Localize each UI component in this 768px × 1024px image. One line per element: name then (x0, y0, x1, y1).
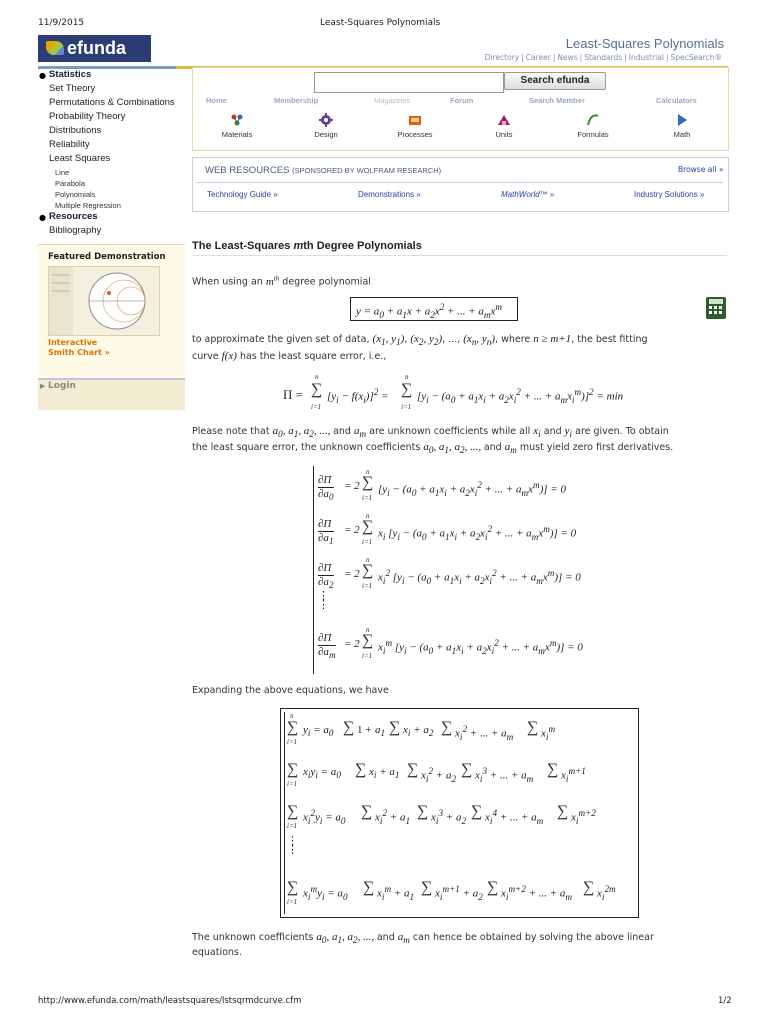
sidebar-sub-parabola[interactable]: Parabola (55, 179, 86, 188)
smith-chart-thumbnail[interactable] (48, 266, 160, 336)
nav-row (192, 96, 727, 109)
category-label: Materials (221, 130, 253, 139)
nav-magazines[interactable]: Magazines (374, 96, 411, 105)
category-label: Processes (397, 130, 433, 139)
sidebar-item-distributions[interactable]: Distributions (49, 125, 102, 136)
top-links: Directory | Career | News | Standards | Industrial | SpecSearch® (484, 53, 722, 62)
sidebar-item-bibliography[interactable]: Bibliography (49, 225, 102, 236)
paragraph-3: curve f(x) has the least square error, i.e., (192, 350, 387, 362)
paragraph-2: to approximate the given set of data, ($x_1$, $y_1$), ($x_2$, $y_2$), ..., ($x_n$, $y_n$), where n ≥ m+1, the best fitting (192, 333, 648, 348)
top-link-directory[interactable]: Directory (484, 53, 520, 62)
sidebar-sub-polynomials[interactable]: Polynomials (55, 190, 96, 199)
efunda-logo[interactable] (38, 35, 151, 62)
units-icon (497, 113, 511, 127)
web-link-demonstrations[interactable]: Demonstrations » (358, 190, 421, 199)
text: , where (495, 334, 531, 345)
category-processes[interactable] (385, 113, 445, 139)
text: are unknown coefficients while all (369, 426, 531, 437)
text: , the best fitting (571, 334, 648, 345)
normal-equations-box: ∑ n i=1 $y_i = a_0$ ∑ 1 + $a_1$ ∑ $x_i + a_2$ ∑ $x_i^2$ + ... + $a_m$ ∑ $x_i^m$ ∑ i=1 $x_iy_i = a_0$ ∑ $x_i + a_1$ ∑ $x_i^2 + a_2$ ∑ $x_i^3$ + ... + $a_m$ ∑ $x_i^{m+1}$ ∑ i=1 $x_i^2y_i = a_0$ ∑ $x_i^2 + a_1$ ∑ $x_i^3 + a_2$ ∑ $x_i^4$ + ... + $a_m$ ∑ $x_i^{m+2}$ ⋮ ⋮ ∑ i=1 $x_i^my_i = a_0$ ∑ $x_i^m + a_1$ ∑ $x_i^{m+1} + a_2$ ∑ $x_i^{m+2}$ + ... + $a_m$ ∑ $x_i^{2m}$ (280, 708, 639, 918)
browse-all-link[interactable]: Browse all » (678, 165, 724, 174)
sidebar-item-set-theory[interactable]: Set Theory (49, 83, 96, 94)
web-link-mathworld[interactable]: MathWorld™ » (501, 190, 555, 199)
text: and (543, 426, 562, 437)
category-label: Math (673, 130, 691, 139)
heading-part: The Least-Squares (192, 240, 294, 252)
bullet-icon: ● (39, 213, 46, 222)
category-materials[interactable] (207, 113, 267, 139)
category-units[interactable] (474, 113, 534, 139)
nav-home[interactable]: Home (206, 96, 227, 105)
text: has the least square error, i.e., (239, 351, 387, 362)
web-resources-heading: WEB RESOURCES (205, 165, 290, 176)
text: must yield zero first derivatives. (519, 442, 674, 453)
top-link-industrial[interactable]: Industrial (628, 53, 664, 62)
paragraph-8: equations. (192, 947, 242, 958)
calculator-icon[interactable] (706, 297, 726, 319)
play-icon (675, 113, 689, 127)
featured-link-interactive[interactable]: Interactive (48, 338, 98, 347)
category-label: Formulas (577, 130, 609, 139)
efunda-logo-icon (46, 41, 64, 55)
category-math[interactable] (652, 113, 712, 139)
text: When using an (192, 276, 263, 288)
nav-forum[interactable]: Forum (450, 96, 474, 105)
paragraph-5: the least square error, the unknown coefficients $a_0$, $a_1$, $a_2$, ..., and $a_m$ must yield zero first derivatives. (192, 441, 674, 456)
heading-m: m (293, 240, 304, 252)
top-link-specsearch[interactable]: SpecSearch® (670, 53, 722, 62)
category-label: Units (495, 130, 513, 139)
login-link[interactable]: Login (48, 381, 76, 391)
text: to approximate the given set of data, (192, 334, 370, 345)
sidebar-sub-multiple-regression[interactable]: Multiple Regression (55, 201, 121, 210)
search-button[interactable]: Search efunda (504, 72, 606, 90)
text: curve (192, 351, 219, 362)
web-resources-title (205, 165, 441, 176)
text: Please note that (192, 426, 270, 437)
category-label: Design (314, 130, 338, 139)
divider (196, 182, 723, 183)
login-arrow-icon: ▶ (40, 382, 46, 390)
featured-title: Featured Demonstration (48, 252, 166, 262)
print-date: 11/9/2015 (38, 18, 85, 28)
heading-part: th Degree Polynomials (303, 240, 422, 252)
page-title: Least-Squares Polynomials (565, 36, 724, 51)
formula-icon (586, 113, 600, 127)
featured-link-smith-chart[interactable]: Smith Chart » (48, 348, 110, 357)
brace (284, 712, 285, 914)
logo-text: efunda (67, 38, 127, 58)
footer-page-number: 1/2 (718, 996, 732, 1006)
footer-url: http://www.efunda.com/math/leastsquares/lstsqrmdcurve.cfm (38, 996, 302, 1006)
web-resources-sponsor: (SPONSORED BY WOLFRAM RESEARCH) (292, 166, 442, 175)
bullet-icon: ● (39, 71, 46, 80)
sidebar-item-reliability[interactable]: Reliability (49, 139, 90, 150)
paragraph-6: Expanding the above equations, we have (192, 685, 389, 696)
category-design[interactable] (296, 113, 356, 139)
nav-membership[interactable]: Membership (274, 96, 319, 105)
text: The unknown coefficients (192, 932, 314, 943)
sidebar-item-permutations[interactable]: Permutations & Combinations (49, 97, 175, 108)
polynomial-equation-box: $y = a_0 + a_1x + a_2x^2$ + ... + $a_mx^m$ (350, 297, 518, 321)
web-link-technology-guide[interactable]: Technology Guide » (207, 190, 278, 199)
paragraph-4: Please note that $a_0$, $a_1$, $a_2$, ..., and $a_m$ are unknown coefficients while all $x_i$ and $y_i$ are given. To obtain (192, 425, 669, 440)
nav-calculators[interactable]: Calculators (656, 96, 697, 105)
sidebar-item-least-squares[interactable]: Least Squares (49, 153, 111, 164)
molecule-icon (230, 113, 244, 127)
sidebar-item-probability[interactable]: Probability Theory (49, 111, 126, 122)
print-title: Least-Squares Polynomials (320, 18, 441, 28)
content-heading (192, 240, 422, 252)
divider (192, 255, 727, 256)
text: degree polynomial (282, 276, 371, 288)
text: the least square error, the unknown coefficients (192, 442, 421, 453)
top-link-career[interactable]: Career (525, 53, 551, 62)
top-link-news[interactable]: News (557, 53, 578, 62)
paragraph-1: When using an $m^{th}$ degree polynomial (192, 274, 371, 288)
sidebar-resources[interactable]: Resources (49, 211, 98, 222)
box-icon (408, 113, 422, 127)
text: can hence be obtained by solving the above linear (412, 932, 654, 943)
derivative-equations: ∂Π $\partial a_0$ = 2 ∑ n i=1 [$y_i - (a_0 + a_1x_i + a_2x_i^2$ + ... + $a_mx^m)] = 0$ ∂Π $\partial a_1$ = 2 ∑ n i=1 $x_i$ [$y_i - (a_0 + a_1x_i + a_2x_i^2$ + ... + $a_mx^m)] = 0$ ∂Π $\partial a_2$ = 2 ∑ n i=1 $x_i^2$ [$y_i - (a_0 + a_1x_i + a_2x_i^2$ + ... + $a_mx^m)] = 0$ ⋮ ⋮ ∂Π $\partial a_m$ = 2 ∑ n i=1 $x_i^m$ [$y_i - (a_0 + a_1x_i + a_2x_i^2$ + ... + $a_mx^m)] = 0$ (313, 466, 614, 674)
top-link-standards[interactable]: Standards (584, 53, 623, 62)
paragraph-7: The unknown coefficients $a_0$, $a_1$, $a_2$, ..., and $a_m$ can hence be obtained by solving the above linear (192, 931, 654, 946)
text: are given. To obtain (575, 426, 669, 437)
least-square-error-equation: Π = ∑ n i=1 $[y_i - f(x_i)]^2$ = ∑ n i=1 [$y_i - (a_0 + a_1x_i + a_2x_i^2$ + ... + $a_mx_i^m)]^2 = \min$ (283, 373, 624, 411)
gear-icon (319, 113, 333, 127)
web-link-industry-solutions[interactable]: Industry Solutions » (634, 190, 705, 199)
sidebar-statistics[interactable]: Statistics (49, 69, 92, 80)
sidebar-sub-line[interactable]: Line (55, 168, 70, 177)
nav-search-member[interactable]: Search Member (529, 96, 585, 105)
search-input[interactable] (314, 72, 504, 93)
category-formulas[interactable] (563, 113, 623, 139)
